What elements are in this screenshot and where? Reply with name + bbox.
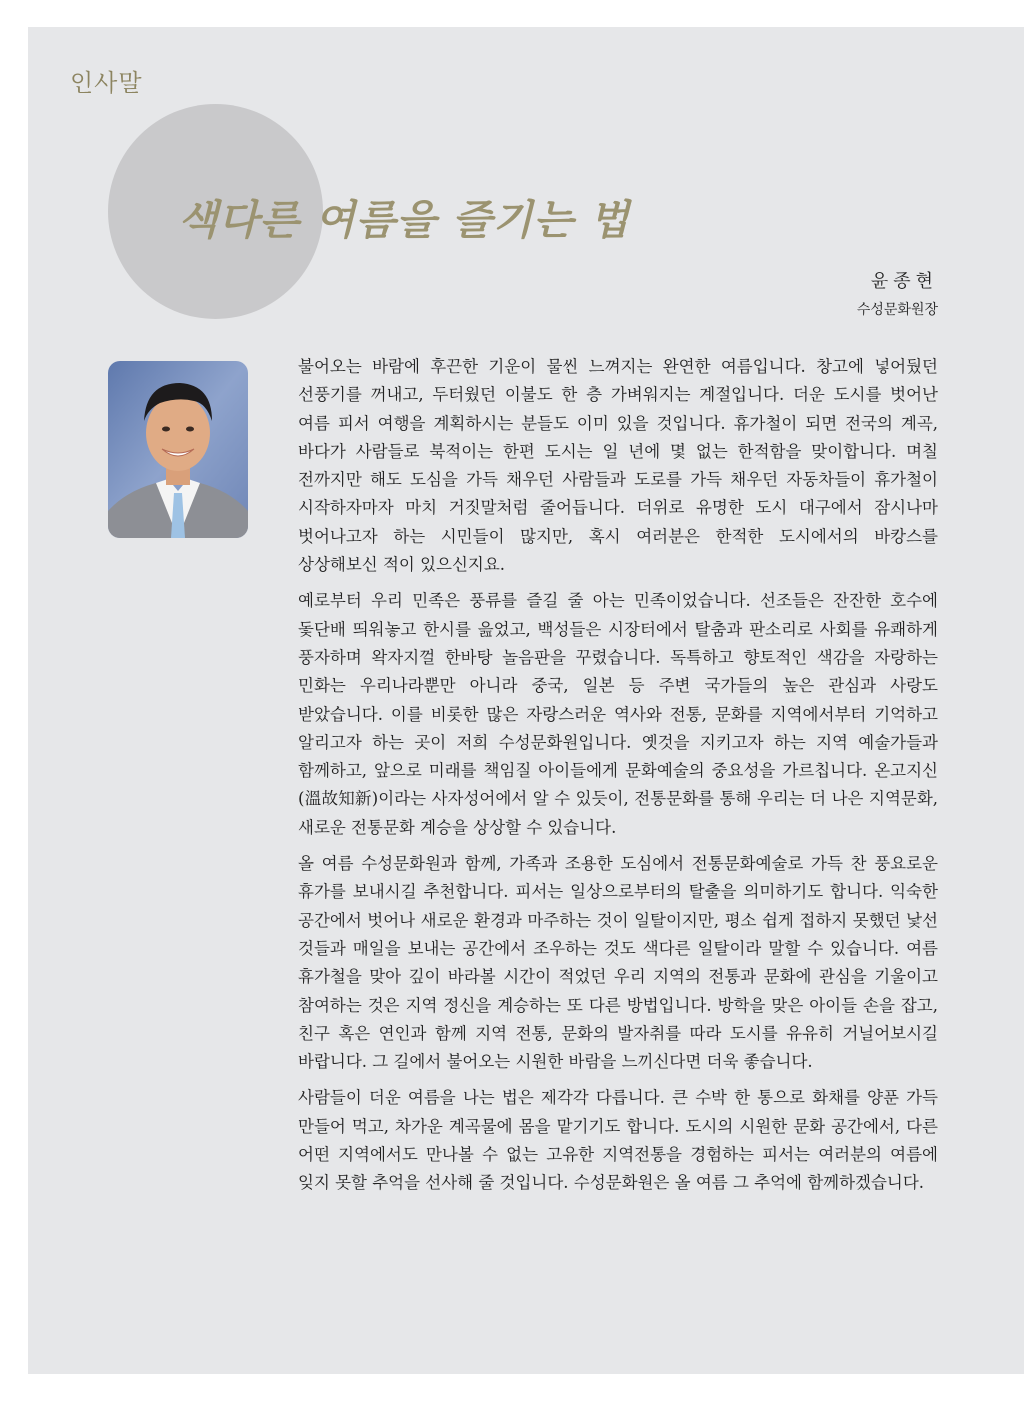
paragraph-3: 올 여름 수성문화원과 함께, 가족과 조용한 도심에서 전통문화예술로 가득 찬 풍요로운 휴가를 보내시길 추천합니다. 피서는 일상으로부터의 탈출을 의미하기도 합니다. 익숙한 공간에서 벗어나 새로운 환경과 마주하는 것이 일탈이지만, 평소 쉽게 접하지 못했던 낯선 것들과 매일을 보내는 공간에서 조우하는 것도 색다른 일탈이라 말할 수 있습니다. 여름 휴가철을 맞아 깊이 바라볼 시간이 적었던 우리 지역의 전통과 문화에 관심을 기울이고 참여하는 것은 지역 정신을 계승하는 또 다른 방법입니다. 방학을 맞은 아이들 손을 잡고, 친구 혹은 연인과 함께 지역 전통, 문화의 발자취를 따라 도시를 유유히 거닐어보시길 바랍니다. 그 길에서 불어오는 시원한 바람을 느끼신다면 더욱 좋습니다.: [298, 854, 938, 1072]
portrait-photo: [108, 361, 248, 538]
section-label: 인사말: [70, 69, 143, 97]
page-title: 색다른 여름을 즐기는 법: [178, 196, 630, 244]
author-block: [857, 267, 938, 319]
portrait-illustration: [108, 361, 248, 538]
page: [28, 27, 1024, 1374]
paragraph-1: 불어오는 바람에 후끈한 기운이 물씬 느껴지는 완연한 여름입니다. 창고에 넣어뒀던 선풍기를 꺼내고, 두터웠던 이불도 한 층 가벼워지는 계절입니다. 더운 도시를 벗어난 여름 피서 여행을 계획하시는 분들도 이미 있을 것입니다. 휴가철이 되면 전국의 계곡, 바다가 사람들로 북적이는 한편 도시는 일 년에 몇 없는 한적함을 맞이합니다. 며칠 전까지만 해도 도심을 가득 채우던 사람들과 도로를 가득 채우던 자동차들이 휴가철이 시작하자마자 마치 거짓말처럼 줄어듭니다. 더위로 유명한 도시 대구에서 잠시나마 벗어나고자 하는 시민들이 많지만, 혹시 여러분은 한적한 도시에서의 바캉스를 상상해보신 적이 있으신지요.: [298, 357, 938, 575]
author-name: 윤종현: [870, 271, 938, 292]
body-text: [298, 353, 938, 1206]
paragraph-2: 예로부터 우리 민족은 풍류를 즐길 줄 아는 민족이었습니다. 선조들은 잔잔한 호수에 돛단배 띄워놓고 한시를 읊었고, 백성들은 시장터에서 탈춤과 판소리로 사회를 유쾌하게 풍자하며 왁자지껄 한바탕 놀음판을 꾸렸습니다. 독특하고 향토적인 색감을 자랑하는 민화는 우리나라뿐만 아니라 중국, 일본 등 주변 국가들의 높은 관심과 사랑도 받았습니다. 이를 비롯한 많은 자랑스러운 역사와 전통, 문화를 지역에서부터 기억하고 알리고자 하는 곳이 저희 수성문화원입니다. 옛것을 지키고자 하는 지역 예술가들과 함께하고, 앞으로 미래를 책임질 아이들에게 문화예술의 중요성을 가르칩니다. 온고지신(溫故知新)이라는 사자성어에서 알 수 있듯이, 전통문화를 통해 우리는 더 나은 지역문화, 새로운 전통문화 계승을 상상할 수 있습니다.: [298, 591, 938, 837]
author-role: 수성문화원장: [856, 302, 938, 318]
paragraph-4: 사람들이 더운 여름을 나는 법은 제각각 다릅니다. 큰 수박 한 통으로 화채를 양푼 가득 만들어 먹고, 차가운 계곡물에 몸을 맡기기도 합니다. 도시의 시원한 문화 공간에서, 다른 어떤 지역에서도 만나볼 수 없는 고유한 지역전통을 경험하는 피서는 여러분의 여름에 잊지 못할 추억을 선사해 줄 것입니다. 수성문화원은 올 여름 그 추억에 함께하겠습니다.: [298, 1088, 938, 1193]
